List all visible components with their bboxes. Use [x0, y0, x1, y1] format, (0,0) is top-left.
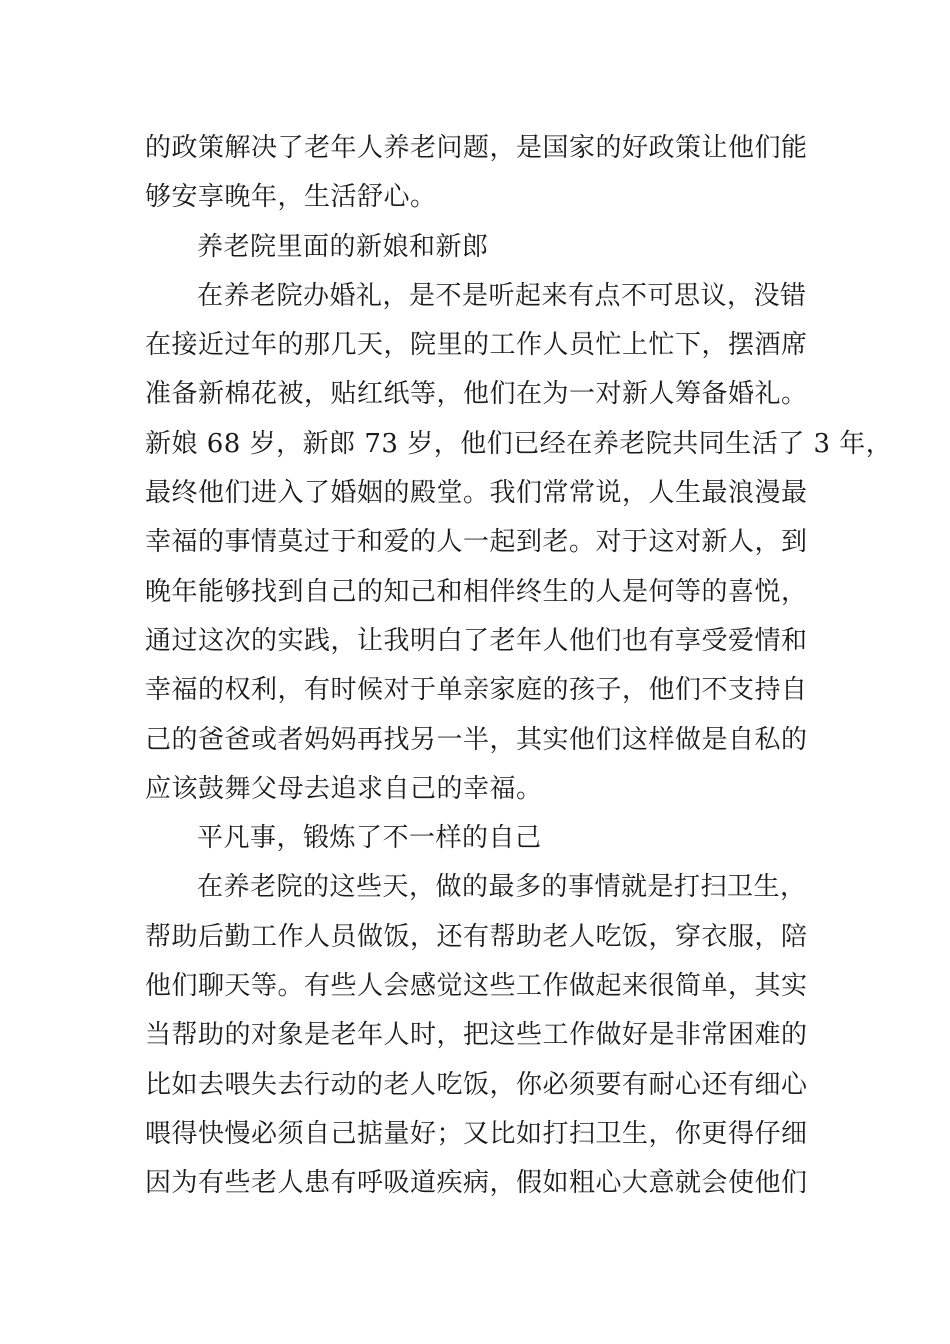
text-line: 当帮助的对象是老年人时，把这些工作做好是非常困难的 [145, 1020, 808, 1051]
text-line: 够安享晚年，生活舒心。 [145, 182, 437, 213]
text-line: 新娘 68 岁，新郎 73 岁，他们已经在养老院共同生活了 3 年， [145, 428, 893, 459]
text-line: 通过这次的实践，让我明白了老年人他们也有享受爱情和 [145, 625, 808, 656]
text-line: 在接近过年的那几天，院里的工作人员忙上忙下，摆酒席 [145, 330, 808, 361]
document-body [145, 124, 893, 1209]
text-line: 喂得快慢必须自己掂量好；又比如打扫卫生，你更得仔细 [145, 1118, 808, 1149]
text-line: 比如去喂失去行动的老人吃饭，你必须要有耐心还有细心 [145, 1069, 808, 1100]
text-line: 因为有些老人患有呼吸道疾病，假如粗心大意就会使他们 [145, 1168, 808, 1199]
text-line: 他们聊天等。有些人会感觉这些工作做起来很简单，其实 [145, 971, 808, 1002]
text-line: 帮助后勤工作人员做饭，还有帮助老人吃饭，穿衣服，陪 [145, 921, 808, 952]
text-line: 准备新棉花被，贴红纸等，他们在为一对新人筹备婚礼。 [145, 379, 808, 410]
text-line: 晚年能够找到自己的知己和相伴终生的人是何等的喜悦， [145, 576, 808, 607]
section-heading: 养老院里面的新娘和新郎 [197, 231, 489, 262]
text-line: 幸福的事情莫过于和爱的人一起到老。对于这对新人，到 [145, 527, 808, 558]
text-line: 己的爸爸或者妈妈再找另一半，其实他们这样做是自私的 [145, 724, 808, 755]
paragraph-first-line: 在养老院的这些天，做的最多的事情就是打扫卫生， [197, 872, 807, 903]
section-heading: 平凡事，锻炼了不一样的自己 [197, 823, 542, 854]
text-line: 最终他们进入了婚姻的殿堂。我们常常说，人生最浪漫最 [145, 478, 808, 509]
text-line: 幸福的权利，有时候对于单亲家庭的孩子，他们不支持自 [145, 675, 808, 706]
text-line: 的政策解决了老年人养老问题，是国家的好政策让他们能 [145, 133, 808, 163]
text-line: 应该鼓舞父母去追求自己的幸福。 [145, 773, 543, 804]
paragraph-first-line: 在养老院办婚礼，是不是听起来有点不可思议，没错 [197, 280, 807, 311]
